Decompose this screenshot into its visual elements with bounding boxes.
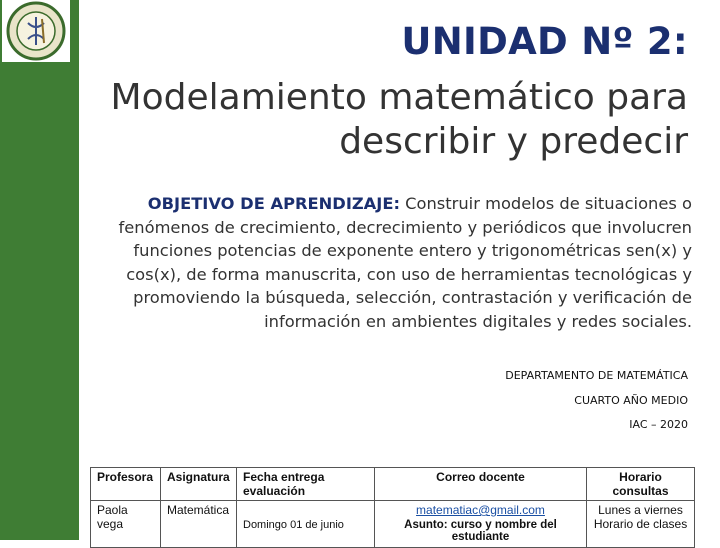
department-block [505,364,688,438]
header-schedule: Horario consultas [587,468,695,501]
email-cell [375,501,587,548]
table-header-row [91,468,695,501]
school-emblem-icon [6,1,66,61]
department-name: DEPARTAMENTO DE MATEMÁTICA [505,369,688,382]
delivery-date: Domingo 01 de junio [243,519,344,531]
email-subject-note: Asunto: curso y nombre del estudiante [404,519,557,543]
teacher-email-link[interactable]: matematiac@gmail.com [416,503,545,517]
header-email: Correo docente [375,468,587,501]
schedule-days: Lunes a viernes [598,503,683,517]
schedule-hours: Horario de clases [593,517,688,531]
sidebar-stripe [0,0,79,540]
learning-objective [112,192,692,333]
table-row [91,501,695,548]
subject-name: Matemática [161,501,237,548]
course-level: CUARTO AÑO MEDIO [574,393,688,407]
objective-text: Construir modelos de situaciones o fenómenos de crecimiento, decrecimiento y periódicos que involucren funciones potencias de exponente entero y trigonométricas sen(x) y cos(x), de forma manuscrita, con uso de herramientas tecnológicas y promoviendo la búsqueda, selección, contrastación y verificación de información en ambientes digitales y redes sociales. [118,194,692,331]
header-teacher: Profesora [91,468,161,501]
logo-box [2,0,70,62]
school-year: IAC – 2020 [629,418,688,431]
header-date: Fecha entrega evaluación [237,468,375,501]
delivery-date-cell [237,501,375,548]
header-subject: Asignatura [161,468,237,501]
objective-label: OBJETIVO DE APRENDIZAJE: [147,194,400,213]
teacher-name: Paola vega [91,501,161,548]
page-title: UNIDAD Nº 2: [401,20,688,63]
page-subtitle: Modelamiento matemático para describir y predecir [110,77,688,162]
schedule-cell [587,501,695,548]
info-table [90,467,695,548]
